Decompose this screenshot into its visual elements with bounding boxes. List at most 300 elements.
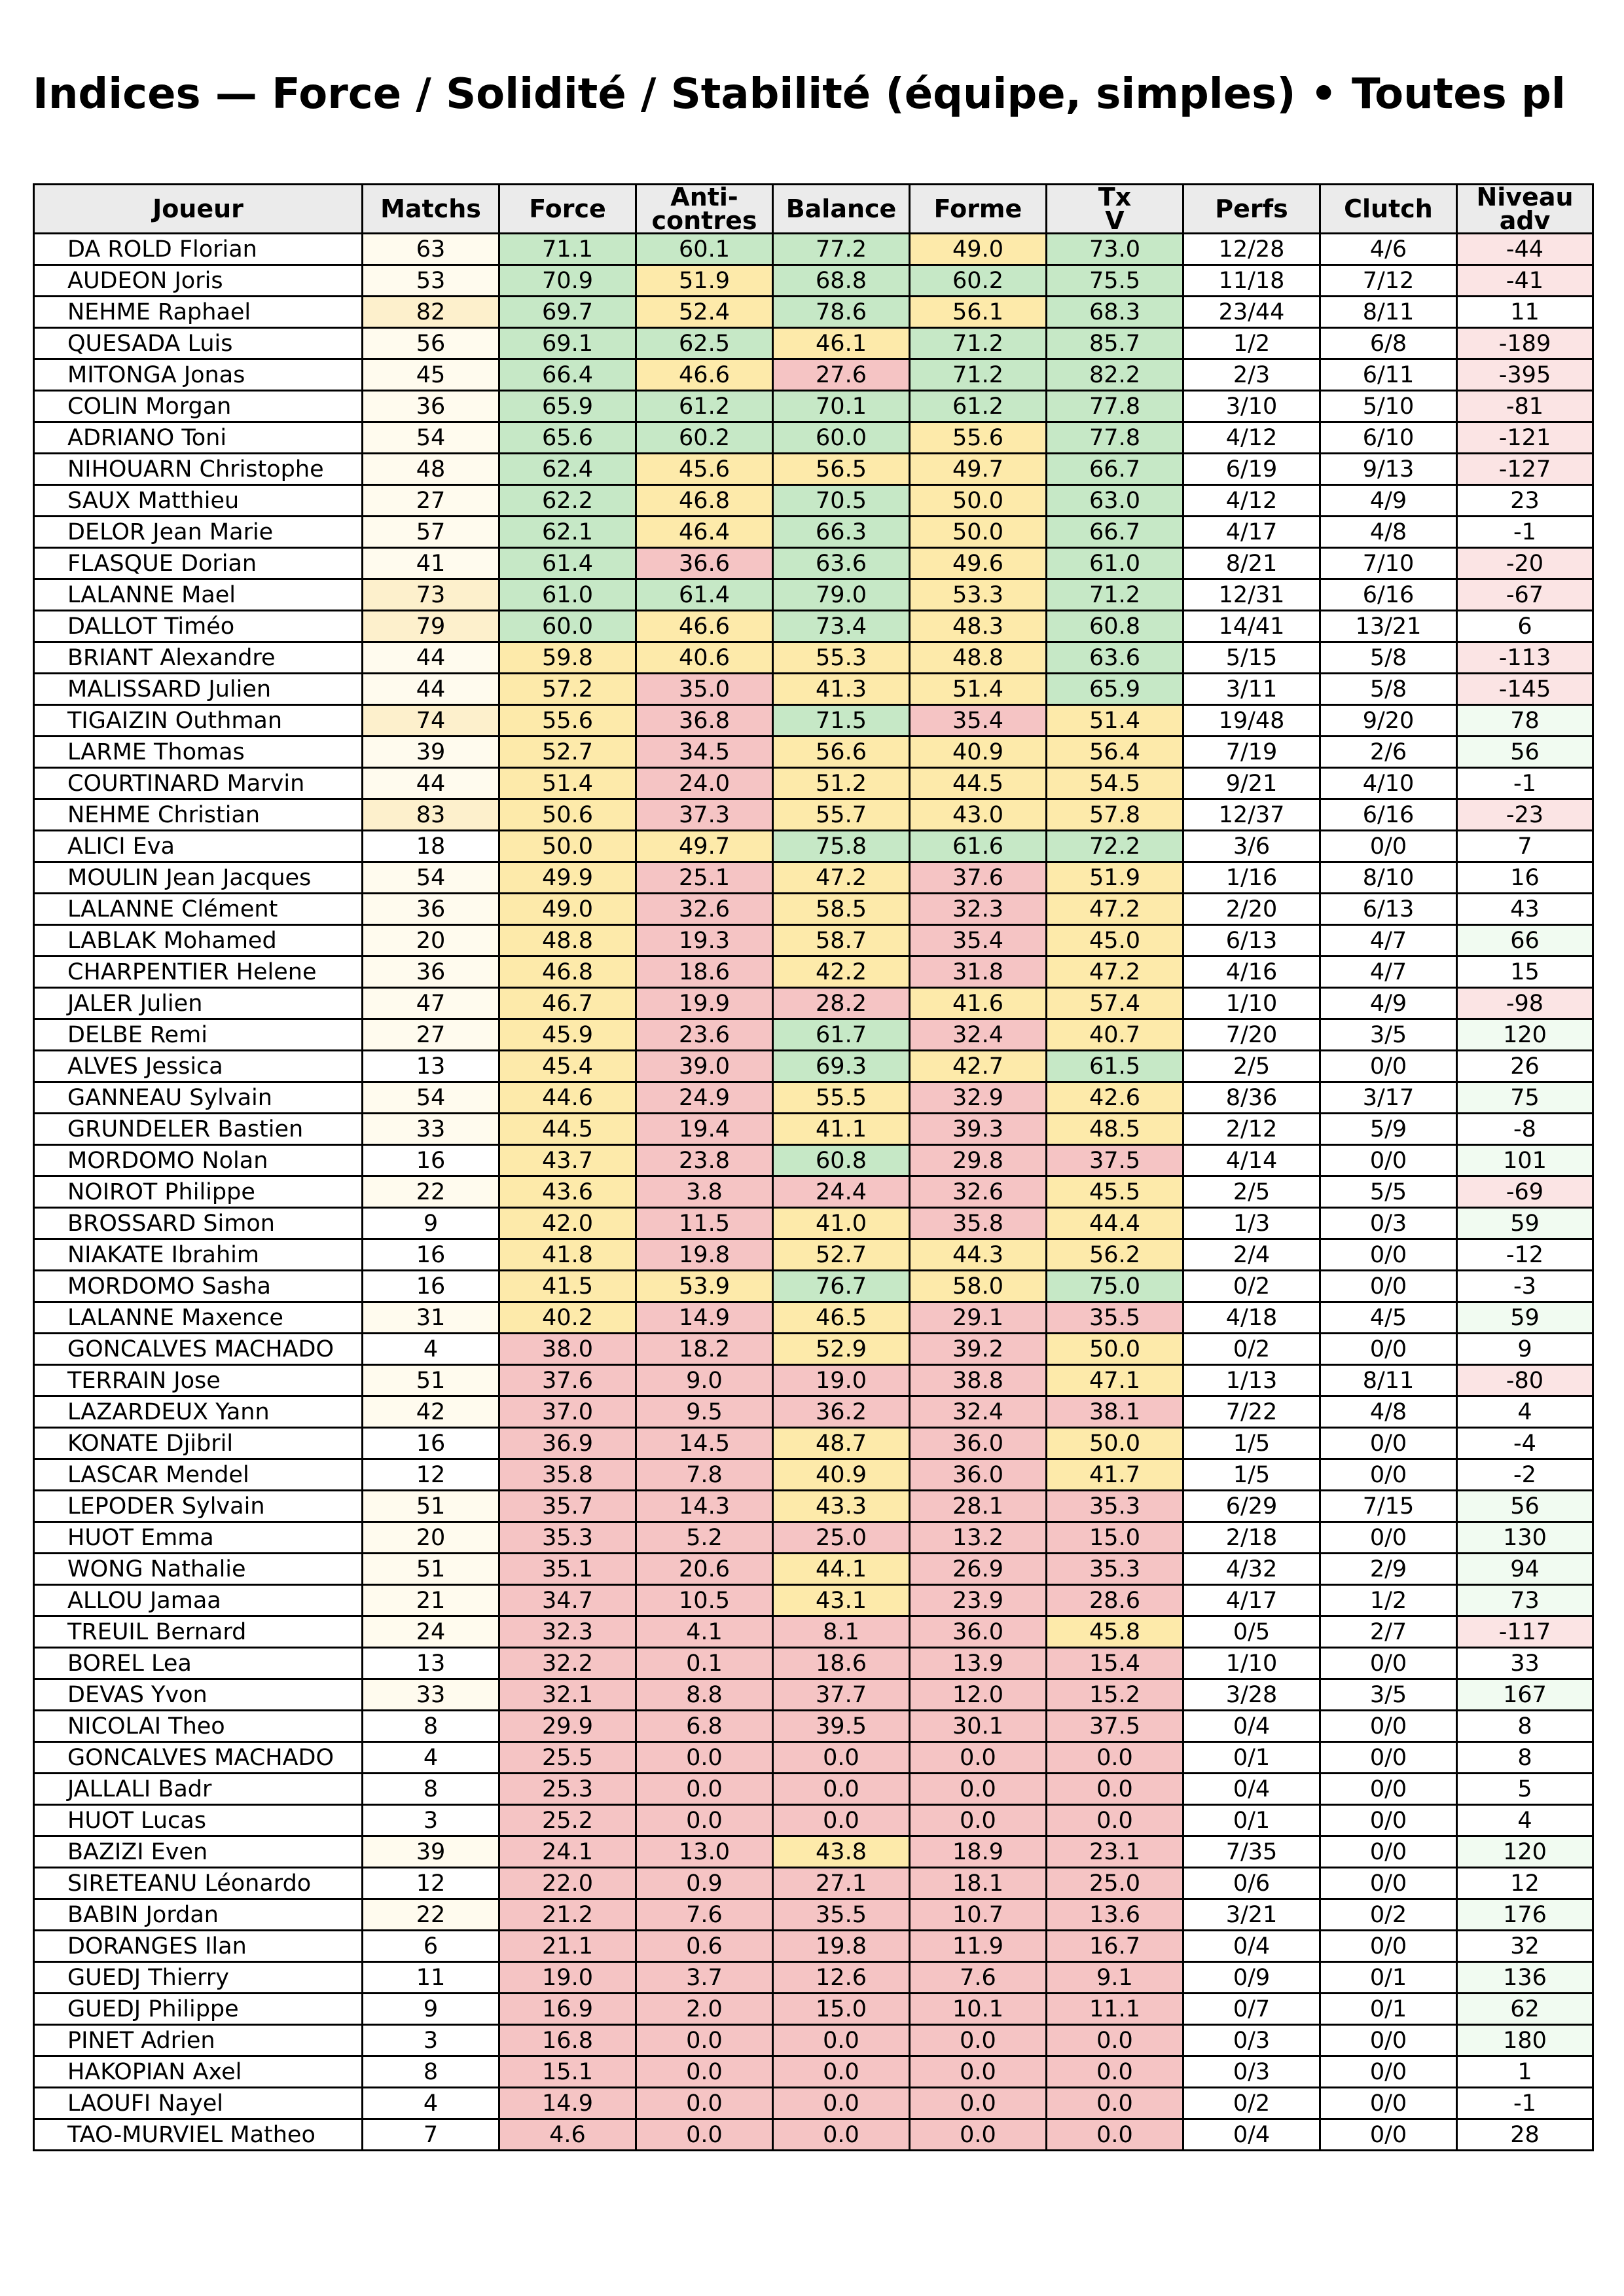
cell-txv: 45.0 [1047,925,1183,957]
cell-clutch: 13/21 [1320,611,1457,642]
cell-niveau: 176 [1457,1899,1593,1931]
cell-balance: 70.1 [773,391,910,422]
cell-forme: 61.6 [910,831,1047,862]
cell-perfs: 1/10 [1183,988,1320,1019]
cell-balance: 58.7 [773,925,910,957]
cell-anti: 0.9 [636,1868,773,1899]
cell-force: 37.6 [499,1365,636,1396]
cell-niveau: 1 [1457,2056,1593,2088]
cell-anti: 6.8 [636,1711,773,1742]
cell-forme: 39.3 [910,1114,1047,1145]
cell-joueur: JALER Julien [34,988,363,1019]
cell-force: 35.8 [499,1459,636,1491]
cell-forme: 35.4 [910,705,1047,737]
cell-force: 14.9 [499,2088,636,2119]
cell-matchs: 41 [363,548,499,579]
cell-niveau: -1 [1457,517,1593,548]
cell-anti: 20.6 [636,1554,773,1585]
cell-clutch: 0/0 [1320,1774,1457,1805]
cell-force: 37.0 [499,1396,636,1428]
table-row [34,1711,1593,1742]
cell-forme: 40.9 [910,737,1047,768]
cell-clutch: 0/0 [1320,1522,1457,1554]
cell-force: 32.3 [499,1616,636,1648]
cell-matchs: 45 [363,359,499,391]
cell-niveau: -98 [1457,988,1593,1019]
cell-niveau: 56 [1457,737,1593,768]
cell-balance: 43.1 [773,1585,910,1616]
cell-force: 46.7 [499,988,636,1019]
cell-forme: 56.1 [910,297,1047,328]
table-row [34,831,1593,862]
cell-joueur: GANNEAU Sylvain [34,1082,363,1114]
table-row [34,799,1593,831]
cell-joueur: NEHME Christian [34,799,363,831]
cell-balance: 0.0 [773,1774,910,1805]
cell-joueur: DORANGES Ilan [34,1931,363,1962]
cell-force: 29.9 [499,1711,636,1742]
cell-perfs: 0/4 [1183,1774,1320,1805]
cell-forme: 29.1 [910,1302,1047,1334]
cell-force: 21.1 [499,1931,636,1962]
cell-perfs: 0/2 [1183,1271,1320,1302]
cell-forme: 12.0 [910,1679,1047,1711]
cell-joueur: MALISSARD Julien [34,674,363,705]
cell-niveau: -113 [1457,642,1593,674]
table-header-row [34,185,1593,234]
cell-perfs: 1/10 [1183,1648,1320,1679]
cell-joueur: NIHOUARN Christophe [34,454,363,485]
cell-matchs: 16 [363,1428,499,1459]
cell-balance: 41.3 [773,674,910,705]
cell-joueur: LALANNE Clément [34,894,363,925]
cell-balance: 56.5 [773,454,910,485]
table-row [34,1585,1593,1616]
cell-anti: 0.0 [636,2025,773,2056]
table-row [34,391,1593,422]
cell-niveau: 4 [1457,1396,1593,1428]
cell-clutch: 3/5 [1320,1679,1457,1711]
cell-clutch: 4/9 [1320,485,1457,517]
cell-balance: 0.0 [773,2025,910,2056]
cell-txv: 56.4 [1047,737,1183,768]
cell-matchs: 16 [363,1145,499,1176]
cell-balance: 0.0 [773,1742,910,1774]
table-row [34,674,1593,705]
cell-forme: 49.0 [910,234,1047,265]
cell-forme: 0.0 [910,2119,1047,2151]
cell-perfs: 3/10 [1183,391,1320,422]
cell-joueur: GONCALVES MACHADO [34,1742,363,1774]
cell-perfs: 7/35 [1183,1836,1320,1868]
column-header-sublabel: contres [651,206,757,234]
cell-anti: 61.2 [636,391,773,422]
cell-joueur: SAUX Matthieu [34,485,363,517]
cell-forme: 23.9 [910,1585,1047,1616]
cell-forme: 31.8 [910,957,1047,988]
cell-matchs: 56 [363,328,499,359]
table-body [34,234,1593,2151]
column-header-label: Perfs [1215,194,1288,223]
cell-anti: 7.6 [636,1899,773,1931]
cell-txv: 48.5 [1047,1114,1183,1145]
cell-clutch: 9/20 [1320,705,1457,737]
cell-matchs: 79 [363,611,499,642]
cell-niveau: -41 [1457,265,1593,297]
cell-txv: 23.1 [1047,1836,1183,1868]
cell-txv: 66.7 [1047,517,1183,548]
cell-forme: 44.3 [910,1239,1047,1271]
cell-forme: 0.0 [910,1774,1047,1805]
cell-clutch: 5/10 [1320,391,1457,422]
cell-joueur: FLASQUE Dorian [34,548,363,579]
cell-force: 62.2 [499,485,636,517]
cell-perfs: 0/2 [1183,1334,1320,1365]
cell-niveau: -3 [1457,1271,1593,1302]
cell-perfs: 2/4 [1183,1239,1320,1271]
cell-txv: 77.8 [1047,391,1183,422]
cell-forme: 0.0 [910,1742,1047,1774]
column-header-label: Forme [933,194,1022,223]
cell-balance: 48.7 [773,1428,910,1459]
cell-force: 43.7 [499,1145,636,1176]
cell-niveau: 94 [1457,1554,1593,1585]
cell-matchs: 33 [363,1679,499,1711]
cell-joueur: BROSSARD Simon [34,1208,363,1239]
cell-txv: 47.2 [1047,894,1183,925]
column-header-sublabel: adv [1499,206,1551,234]
cell-perfs: 4/17 [1183,1585,1320,1616]
table-row [34,454,1593,485]
table-row [34,611,1593,642]
cell-balance: 78.6 [773,297,910,328]
cell-anti: 0.0 [636,2119,773,2151]
cell-anti: 23.6 [636,1019,773,1051]
cell-anti: 14.3 [636,1491,773,1522]
table-row [34,265,1593,297]
cell-force: 51.4 [499,768,636,799]
cell-clutch: 0/0 [1320,2025,1457,2056]
cell-balance: 40.9 [773,1459,910,1491]
cell-perfs: 6/19 [1183,454,1320,485]
cell-force: 19.0 [499,1962,636,1994]
cell-force: 43.6 [499,1176,636,1208]
cell-clutch: 6/13 [1320,894,1457,925]
cell-clutch: 7/12 [1320,265,1457,297]
cell-balance: 75.8 [773,831,910,862]
table-row [34,1114,1593,1145]
cell-niveau: -67 [1457,579,1593,611]
cell-perfs: 4/18 [1183,1302,1320,1334]
cell-niveau: 23 [1457,485,1593,517]
cell-matchs: 44 [363,642,499,674]
cell-txv: 0.0 [1047,2088,1183,2119]
cell-anti: 0.6 [636,1931,773,1962]
cell-forme: 32.6 [910,1176,1047,1208]
cell-niveau: 11 [1457,297,1593,328]
cell-txv: 15.2 [1047,1679,1183,1711]
cell-perfs: 11/18 [1183,265,1320,297]
cell-forme: 60.2 [910,265,1047,297]
cell-clutch: 6/10 [1320,422,1457,454]
cell-force: 50.0 [499,831,636,862]
cell-perfs: 0/5 [1183,1616,1320,1648]
cell-clutch: 8/11 [1320,297,1457,328]
cell-balance: 12.6 [773,1962,910,1994]
cell-force: 15.1 [499,2056,636,2088]
cell-matchs: 12 [363,1868,499,1899]
cell-forme: 35.4 [910,925,1047,957]
cell-clutch: 0/0 [1320,1428,1457,1459]
cell-force: 65.9 [499,391,636,422]
cell-forme: 43.0 [910,799,1047,831]
cell-forme: 61.2 [910,391,1047,422]
column-header-clutch [1320,185,1457,234]
cell-joueur: DEVAS Yvon [34,1679,363,1711]
cell-perfs: 4/16 [1183,957,1320,988]
table-row [34,1176,1593,1208]
table-row [34,1994,1593,2025]
cell-balance: 27.1 [773,1868,910,1899]
cell-perfs: 2/20 [1183,894,1320,925]
table-row [34,1931,1593,1962]
cell-joueur: LASCAR Mendel [34,1459,363,1491]
cell-txv: 75.0 [1047,1271,1183,1302]
cell-matchs: 9 [363,1994,499,2025]
cell-txv: 40.7 [1047,1019,1183,1051]
cell-txv: 63.6 [1047,642,1183,674]
cell-perfs: 4/17 [1183,517,1320,548]
cell-matchs: 51 [363,1365,499,1396]
cell-forme: 35.8 [910,1208,1047,1239]
cell-force: 57.2 [499,674,636,705]
table-row [34,579,1593,611]
cell-forme: 36.0 [910,1616,1047,1648]
cell-force: 49.0 [499,894,636,925]
cell-txv: 28.6 [1047,1585,1183,1616]
cell-forme: 49.7 [910,454,1047,485]
cell-niveau: -44 [1457,234,1593,265]
cell-balance: 56.6 [773,737,910,768]
cell-clutch: 0/0 [1320,1742,1457,1774]
cell-niveau: -1 [1457,2088,1593,2119]
cell-niveau: 120 [1457,1019,1593,1051]
cell-forme: 0.0 [910,1805,1047,1836]
cell-clutch: 4/8 [1320,1396,1457,1428]
table-row [34,705,1593,737]
cell-txv: 15.0 [1047,1522,1183,1554]
cell-anti: 36.6 [636,548,773,579]
cell-txv: 37.5 [1047,1145,1183,1176]
cell-force: 35.1 [499,1554,636,1585]
cell-clutch: 0/0 [1320,2119,1457,2151]
cell-niveau: 15 [1457,957,1593,988]
cell-force: 25.5 [499,1742,636,1774]
cell-perfs: 0/1 [1183,1805,1320,1836]
cell-clutch: 2/7 [1320,1616,1457,1648]
cell-txv: 25.0 [1047,1868,1183,1899]
cell-txv: 63.0 [1047,485,1183,517]
cell-anti: 10.5 [636,1585,773,1616]
cell-perfs: 3/21 [1183,1899,1320,1931]
cell-balance: 36.2 [773,1396,910,1428]
cell-niveau: -20 [1457,548,1593,579]
cell-anti: 46.6 [636,611,773,642]
cell-clutch: 0/0 [1320,1868,1457,1899]
cell-balance: 73.4 [773,611,910,642]
cell-niveau: 12 [1457,1868,1593,1899]
cell-txv: 42.6 [1047,1082,1183,1114]
cell-force: 65.6 [499,422,636,454]
cell-joueur: GUEDJ Thierry [34,1962,363,1994]
cell-clutch: 7/10 [1320,548,1457,579]
cell-txv: 57.8 [1047,799,1183,831]
cell-anti: 19.4 [636,1114,773,1145]
column-header-label: Joueur [153,194,244,223]
cell-matchs: 22 [363,1176,499,1208]
cell-clutch: 4/6 [1320,234,1457,265]
cell-joueur: GONCALVES MACHADO [34,1334,363,1365]
cell-balance: 42.2 [773,957,910,988]
cell-perfs: 0/4 [1183,2119,1320,2151]
cell-force: 35.7 [499,1491,636,1522]
cell-force: 25.2 [499,1805,636,1836]
cell-balance: 55.7 [773,799,910,831]
cell-balance: 69.3 [773,1051,910,1082]
cell-niveau: -8 [1457,1114,1593,1145]
cell-clutch: 8/11 [1320,1365,1457,1396]
cell-clutch: 4/7 [1320,925,1457,957]
cell-perfs: 4/12 [1183,422,1320,454]
cell-niveau: -395 [1457,359,1593,391]
cell-forme: 10.1 [910,1994,1047,2025]
cell-matchs: 54 [363,1082,499,1114]
cell-forme: 48.3 [910,611,1047,642]
cell-niveau: -117 [1457,1616,1593,1648]
cell-perfs: 0/3 [1183,2056,1320,2088]
table-row [34,1868,1593,1899]
cell-clutch: 5/8 [1320,674,1457,705]
column-header-label: Niveau [1476,184,1574,211]
cell-txv: 61.0 [1047,548,1183,579]
table-row [34,1679,1593,1711]
cell-clutch: 0/0 [1320,1051,1457,1082]
cell-forme: 41.6 [910,988,1047,1019]
cell-perfs: 1/2 [1183,328,1320,359]
cell-force: 21.2 [499,1899,636,1931]
cell-clutch: 0/0 [1320,1836,1457,1868]
cell-txv: 51.4 [1047,705,1183,737]
table-row [34,1302,1593,1334]
cell-matchs: 27 [363,485,499,517]
cell-joueur: WONG Nathalie [34,1554,363,1585]
cell-txv: 73.0 [1047,234,1183,265]
column-header-label: Anti- [670,184,738,211]
cell-joueur: BRIANT Alexandre [34,642,363,674]
cell-joueur: COLIN Morgan [34,391,363,422]
cell-joueur: HUOT Emma [34,1522,363,1554]
cell-force: 59.8 [499,642,636,674]
cell-matchs: 39 [363,737,499,768]
cell-niveau: 33 [1457,1648,1593,1679]
cell-txv: 65.9 [1047,674,1183,705]
cell-forme: 32.4 [910,1019,1047,1051]
cell-niveau: -80 [1457,1365,1593,1396]
cell-balance: 0.0 [773,2119,910,2151]
cell-balance: 18.6 [773,1648,910,1679]
cell-joueur: BOREL Lea [34,1648,363,1679]
cell-forme: 7.6 [910,1962,1047,1994]
cell-force: 52.7 [499,737,636,768]
cell-force: 45.9 [499,1019,636,1051]
cell-txv: 0.0 [1047,2119,1183,2151]
cell-force: 60.0 [499,611,636,642]
cell-forme: 13.9 [910,1648,1047,1679]
cell-anti: 3.8 [636,1176,773,1208]
cell-txv: 0.0 [1047,2056,1183,2088]
cell-perfs: 7/20 [1183,1019,1320,1051]
cell-force: 25.3 [499,1774,636,1805]
cell-perfs: 0/1 [1183,1742,1320,1774]
cell-txv: 45.5 [1047,1176,1183,1208]
cell-forme: 0.0 [910,2088,1047,2119]
table-row [34,1522,1593,1554]
table-row [34,925,1593,957]
cell-forme: 32.4 [910,1396,1047,1428]
cell-matchs: 9 [363,1208,499,1239]
cell-force: 36.9 [499,1428,636,1459]
cell-perfs: 23/44 [1183,297,1320,328]
cell-matchs: 21 [363,1585,499,1616]
cell-perfs: 14/41 [1183,611,1320,642]
cell-perfs: 0/4 [1183,1931,1320,1962]
cell-forme: 71.2 [910,328,1047,359]
cell-anti: 23.8 [636,1145,773,1176]
table-row [34,1648,1593,1679]
cell-anti: 0.0 [636,2056,773,2088]
cell-forme: 36.0 [910,1428,1047,1459]
cell-force: 62.4 [499,454,636,485]
cell-matchs: 73 [363,579,499,611]
cell-niveau: 101 [1457,1145,1593,1176]
cell-joueur: AUDEON Joris [34,265,363,297]
cell-balance: 66.3 [773,517,910,548]
cell-perfs: 2/5 [1183,1051,1320,1082]
cell-clutch: 5/5 [1320,1176,1457,1208]
cell-matchs: 47 [363,988,499,1019]
cell-forme: 13.2 [910,1522,1047,1554]
cell-clutch: 0/2 [1320,1899,1457,1931]
cell-joueur: SIRETEANU Léonardo [34,1868,363,1899]
cell-balance: 52.7 [773,1239,910,1271]
cell-matchs: 8 [363,1774,499,1805]
cell-anti: 2.0 [636,1994,773,2025]
cell-joueur: LABLAK Mohamed [34,925,363,957]
cell-joueur: HUOT Lucas [34,1805,363,1836]
cell-perfs: 12/28 [1183,234,1320,265]
column-header-force [499,185,636,234]
cell-force: 44.6 [499,1082,636,1114]
cell-anti: 61.4 [636,579,773,611]
cell-balance: 27.6 [773,359,910,391]
cell-txv: 38.1 [1047,1396,1183,1428]
cell-txv: 71.2 [1047,579,1183,611]
cell-niveau: -69 [1457,1176,1593,1208]
cell-anti: 19.9 [636,988,773,1019]
cell-perfs: 5/15 [1183,642,1320,674]
cell-balance: 0.0 [773,2056,910,2088]
cell-perfs: 12/37 [1183,799,1320,831]
